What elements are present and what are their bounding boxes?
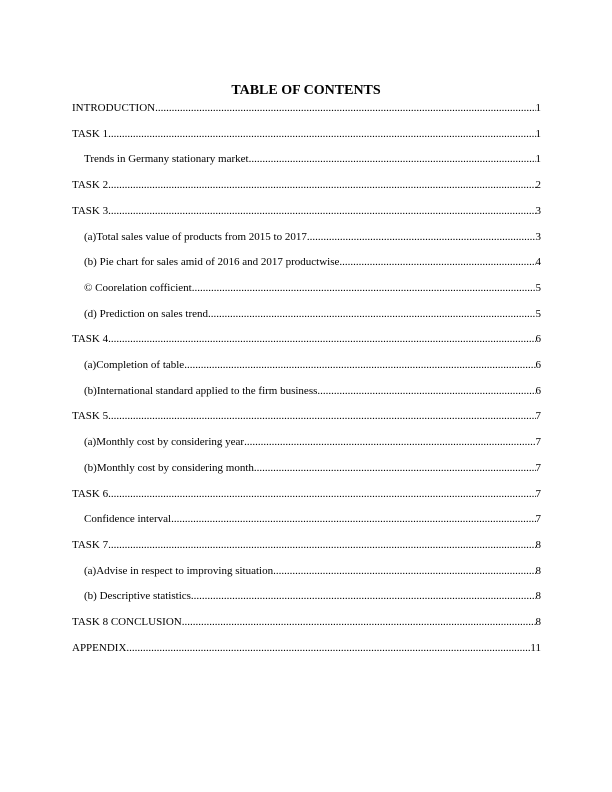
toc-entry-label: (a)Monthly cost by considering year	[84, 436, 245, 449]
toc-entry-page-number: 1	[535, 153, 541, 166]
toc-entry-label: TASK 8 CONCLUSION	[72, 616, 182, 628]
toc-leader-dots	[171, 512, 535, 526]
toc-entry-page-number: 3	[535, 230, 541, 243]
toc-entry-label: TASK 1	[72, 127, 109, 140]
toc-leader-dots	[155, 101, 535, 115]
toc-leader-dots	[108, 204, 535, 218]
toc-entry-label: (b)International standard applied to the firm business	[84, 384, 318, 397]
toc-entry-label: TASK 6	[72, 487, 109, 500]
toc-entry[interactable]	[84, 512, 541, 526]
toc-leader-dots	[249, 152, 536, 166]
toc-entry-page-number: 7	[535, 436, 541, 449]
toc-entry[interactable]	[72, 615, 541, 629]
toc-leader-dots	[317, 384, 535, 398]
toc-entry-page-number: 6	[535, 384, 541, 397]
toc-leader-dots	[108, 332, 535, 346]
toc-entry-label: Trends in Germany stationary market	[84, 153, 249, 166]
toc-entry[interactable]	[84, 255, 541, 269]
toc-entry-page-number: 8	[535, 564, 541, 577]
toc-entry-label: (a)Advise in respect to improving situation	[84, 564, 274, 577]
toc-entry[interactable]	[84, 281, 541, 295]
toc-leader-dots	[108, 127, 535, 141]
toc-entry[interactable]	[72, 641, 541, 655]
toc-leader-dots	[182, 615, 536, 629]
toc-entry-page-number: 5	[535, 281, 541, 294]
toc-leader-dots	[191, 589, 536, 603]
toc-entry-page-number: 8	[535, 538, 541, 551]
toc-entry-page-number: 11	[530, 641, 541, 654]
toc-entry-label: TASK 4	[72, 333, 109, 346]
toc-entry[interactable]	[84, 152, 541, 166]
toc-leader-dots	[192, 281, 536, 295]
toc-leader-dots	[108, 409, 535, 423]
toc-entry[interactable]	[72, 332, 541, 346]
toc-leader-dots	[108, 178, 535, 192]
toc-entry-page-number: 1	[535, 102, 541, 114]
toc-entry-label: (a)Completion of table	[84, 359, 185, 371]
toc-entry[interactable]	[84, 564, 541, 578]
toc-leader-dots	[108, 487, 535, 501]
toc-entry-page-number: 8	[535, 590, 541, 603]
toc-entry[interactable]	[72, 204, 541, 218]
toc-entry-page-number: 7	[535, 487, 541, 500]
toc-leader-dots	[339, 255, 535, 269]
toc-entry-page-number: 8	[535, 616, 541, 628]
toc-entry[interactable]	[72, 101, 541, 115]
toc-entry-label: (b) Descriptive statistics	[84, 590, 191, 603]
toc-entry-label: (a)Total sales value of products from 2015 to 2017	[84, 230, 307, 243]
toc-entry[interactable]	[72, 127, 541, 141]
toc-entry-page-number: 7	[535, 410, 541, 423]
toc-entry[interactable]	[72, 409, 541, 423]
toc-entry[interactable]	[72, 487, 541, 501]
toc-entry-page-number: 4	[535, 256, 541, 269]
toc-entry-page-number: 3	[535, 204, 541, 217]
toc-entry[interactable]	[72, 538, 541, 552]
toc-entry-page-number: 7	[535, 461, 541, 474]
toc-entry-label: TASK 2	[72, 179, 109, 192]
toc-leader-dots	[273, 564, 535, 578]
toc-entry[interactable]	[84, 307, 541, 321]
toc-entry-page-number: 6	[535, 333, 541, 346]
toc-leader-dots	[108, 538, 535, 552]
toc-entry[interactable]	[84, 435, 541, 449]
toc-entry-label: © Coorelation cofficient	[84, 281, 192, 294]
toc-entry-label: INTRODUCTION	[72, 102, 156, 114]
toc-entry[interactable]	[84, 230, 541, 244]
toc-entry-page-number: 2	[535, 179, 541, 192]
toc-entry-label: APPENDIX	[72, 641, 127, 654]
toc-entry[interactable]	[84, 589, 541, 603]
toc-title: TABLE OF CONTENTS	[231, 83, 381, 98]
toc-leader-dots	[126, 641, 530, 655]
toc-entry[interactable]	[84, 358, 541, 372]
toc-entry-label: (b)Monthly cost by considering month	[84, 461, 254, 474]
toc-entry-page-number: 1	[535, 127, 541, 140]
toc-leader-dots	[184, 358, 535, 372]
toc-entry-page-number: 6	[535, 359, 541, 371]
toc-leader-dots	[254, 461, 536, 475]
toc-leader-dots	[307, 230, 536, 244]
toc-entry[interactable]	[72, 178, 541, 192]
toc-entry-page-number: 7	[535, 513, 541, 526]
toc-entry-label: Confidence interval	[84, 513, 172, 526]
toc-leader-dots	[208, 307, 535, 321]
toc-entry-label: (d) Prediction on sales trend	[84, 307, 209, 320]
toc-entry-label: (b) Pie chart for sales amid of 2016 and 2017 productwise	[84, 256, 340, 269]
toc-leader-dots	[244, 435, 535, 449]
toc-entry[interactable]	[84, 384, 541, 398]
toc-entry-label: TASK 7	[72, 538, 109, 551]
toc-entry-label: TASK 3	[72, 204, 109, 217]
toc-entry-page-number: 5	[535, 307, 541, 320]
toc-entry-label: TASK 5	[72, 410, 109, 423]
toc-entry[interactable]	[84, 461, 541, 475]
